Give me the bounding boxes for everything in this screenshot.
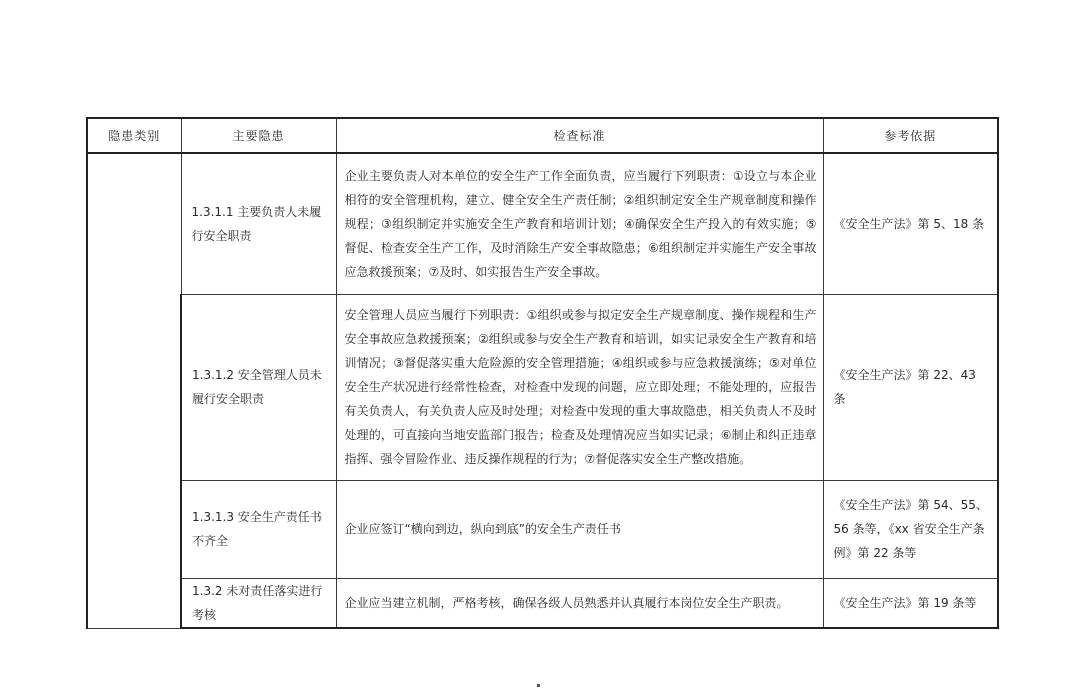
main-hazard-cell: 1.3.2 未对责任落实进行考核 (181, 578, 336, 628)
table-row (87, 578, 998, 628)
check-standard-cell: 企业主要负责人对本单位的安全生产工作全面负责，应当履行下列职责：①设立与本企业相符的安全管理机构，建立、健全安全生产责任制；②组织制定安全生产规章制度和操作规程；③组织制定并实施安全生产教育和培训计划；④确保安全生产投入的有效实施；⑤督促、检查安全生产工作，及时消除生产安全事故隐患；⑥组织制定并实施生产安全事故应急救援预案；⑦及时、如实报告生产安全事故。 (336, 153, 823, 294)
reference-basis-cell: 《安全生产法》第 5、18 条 (823, 153, 998, 294)
check-standard-cell: 企业应签订“横向到边，纵向到底”的安全生产责任书 (336, 480, 823, 578)
table-row (87, 480, 998, 578)
main-hazard-cell: 1.3.1.3 安全生产责任书不齐全 (181, 480, 336, 578)
reference-basis-cell: 《安全生产法》第 22、43 条 (823, 294, 998, 480)
check-standard-cell: 企业应当建立机制，严格考核，确保各级人员熟悉并认真履行本岗位安全生产职责。 (336, 578, 823, 628)
table-body (87, 153, 998, 628)
header-hazard-category: 隐患类别 (87, 118, 181, 153)
header-check-standard: 检查标准 (336, 118, 823, 153)
table-row (87, 294, 998, 480)
check-standard-cell: 安全管理人员应当履行下列职责：①组织或参与拟定安全生产规章制度、操作规程和生产安全事故应急救援预案；②组织或参与安全生产教育和培训，如实记录安全生产教育和培训情况；③督促落实重大危险源的安全管理措施；④组织或参与应急救援演练；⑤对单位安全生产状况进行经常性检查，对检查中发现的问题，应立即处理；不能处理的，应报告有关负责人，有关负责人应及时处理；对检查中发现的重大事故隐患，相关负责人不及时处理的，可直接向当地安监部门报告；检查及处理情况应当如实记录；⑥制止和纠正违章指挥、强令冒险作业、违反操作规程的行为；⑦督促落实安全生产整改措施。 (336, 294, 823, 480)
table-row (87, 153, 998, 294)
table-header (87, 118, 998, 153)
header-main-hazard: 主要隐患 (181, 118, 336, 153)
reference-basis-cell: 《安全生产法》第 19 条等 (823, 578, 998, 628)
header-reference-basis: 参考依据 (823, 118, 998, 153)
hazard-standards-table (86, 117, 999, 629)
main-hazard-cell: 1.3.1.1 主要负责人未履行安全职责 (181, 153, 336, 294)
header-row (87, 118, 998, 153)
hazard-category-cell (87, 153, 181, 628)
reference-basis-cell: 《安全生产法》第 54、55、56 条等，《xx 省安全生产条例》第 22 条等 (823, 480, 998, 578)
page-marker-dot (537, 684, 540, 687)
main-hazard-cell: 1.3.1.2 安全管理人员未履行安全职责 (181, 294, 336, 480)
